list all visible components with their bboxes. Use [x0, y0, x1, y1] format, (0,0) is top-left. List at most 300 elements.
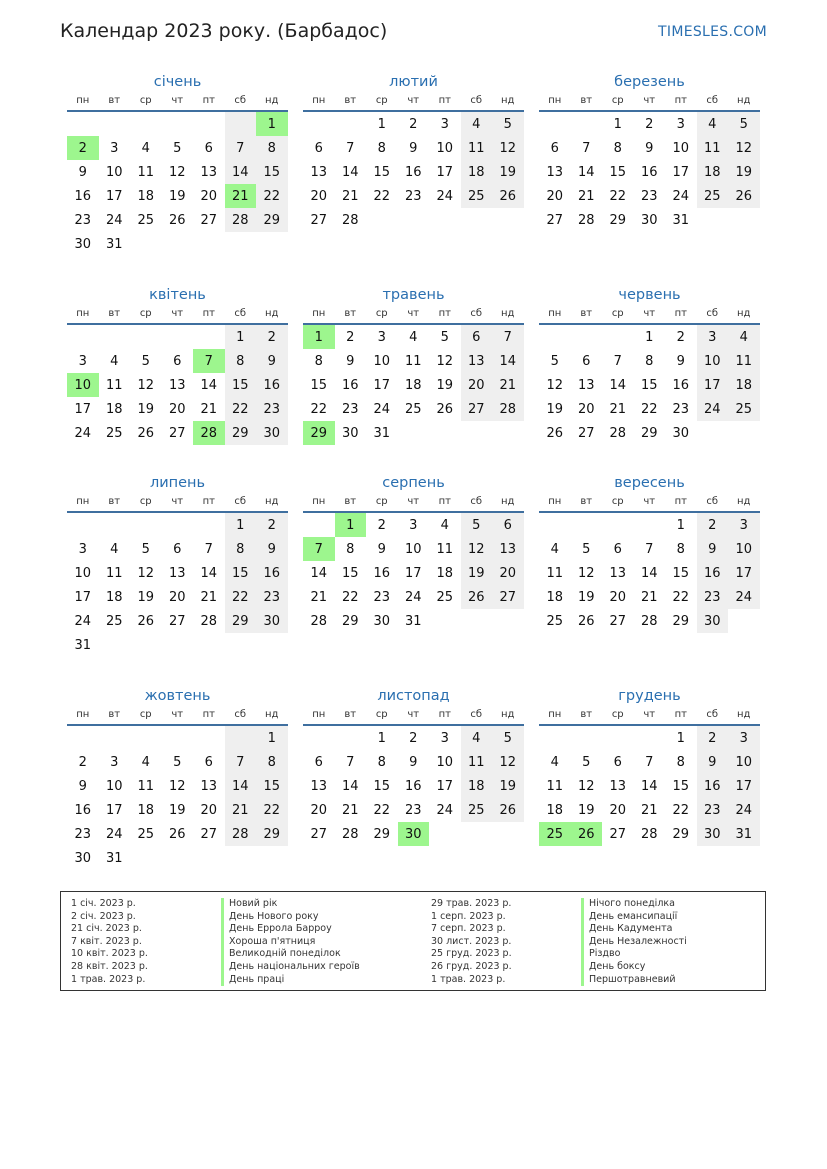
day-cell: 28 — [640, 613, 658, 629]
day-cell: 28 — [577, 212, 595, 228]
day-cell: 19 — [546, 401, 564, 417]
day-cell: 1 — [225, 513, 257, 537]
empty-cell — [162, 112, 194, 136]
weekday-label: ср — [375, 95, 388, 106]
weekday-label: вт — [108, 709, 121, 720]
day-cell: 27 — [546, 212, 564, 228]
weekday-label: вт — [580, 308, 593, 319]
day-cell: 14 — [609, 377, 627, 393]
month-name: липень — [149, 475, 206, 491]
day-cell: 11 — [137, 164, 155, 180]
weekday-label: пт — [202, 308, 215, 319]
weekday-label: ср — [611, 496, 624, 507]
month-10 — [67, 684, 288, 870]
day-cell: 14 — [640, 565, 658, 581]
day-cell: 27 — [492, 585, 524, 609]
day-cell: 20 — [168, 401, 186, 417]
day-cell: 21 — [640, 802, 658, 818]
day-cell: 30 — [74, 236, 92, 252]
weekday-label: нд — [265, 308, 279, 319]
day-cell: 5 — [440, 329, 449, 345]
weekday-label: ср — [375, 709, 388, 720]
day-cell: 6 — [613, 541, 622, 557]
day-cell: 18 — [728, 373, 760, 397]
day-cell: 11 — [137, 778, 155, 794]
day-cell: 8 — [676, 541, 685, 557]
day-cell: 24 — [728, 585, 760, 609]
day-cell: 6 — [550, 140, 559, 156]
day-grid — [67, 112, 288, 256]
day-cell: 3 — [110, 140, 119, 156]
day-cell: 16 — [373, 565, 391, 581]
empty-cell — [99, 513, 131, 537]
day-cell: 18 — [105, 589, 123, 605]
day-cell: 22 — [341, 589, 359, 605]
day-cell: 3 — [697, 325, 729, 349]
weekday-label: чт — [407, 496, 420, 507]
day-cell: 17 — [74, 401, 92, 417]
day-cell: 14 — [640, 778, 658, 794]
weekday-label: сб — [234, 95, 247, 106]
weekday-label: ср — [611, 95, 624, 106]
empty-cell — [303, 726, 335, 750]
holiday-day-cell: 7 — [303, 537, 335, 561]
day-cell: 30 — [672, 425, 690, 441]
day-cell: 29 — [672, 613, 690, 629]
day-cell: 4 — [550, 754, 559, 770]
day-cell: 23 — [256, 397, 288, 421]
day-grid — [539, 112, 760, 232]
legend-date: 1 трав. 2023 р. — [71, 973, 146, 985]
site-link[interactable]: TIMESLES.COM — [658, 24, 767, 40]
day-cell: 7 — [225, 750, 257, 774]
weekday-header — [303, 495, 524, 509]
weekday-header — [539, 708, 760, 722]
day-cell: 3 — [728, 513, 760, 537]
weekday-label: нд — [501, 95, 515, 106]
weekday-label: пн — [312, 308, 326, 319]
legend-holiday-name: День емансипації — [581, 911, 687, 924]
day-cell: 31 — [404, 613, 422, 629]
weekday-label: сб — [706, 709, 719, 720]
day-cell: 15 — [672, 565, 690, 581]
day-cell: 19 — [137, 401, 155, 417]
day-cell: 12 — [168, 778, 186, 794]
day-cell: 21 — [609, 401, 627, 417]
day-cell: 11 — [697, 136, 729, 160]
day-cell: 4 — [440, 517, 449, 533]
day-cell: 6 — [492, 513, 524, 537]
day-cell: 10 — [672, 140, 690, 156]
day-cell: 28 — [200, 613, 218, 629]
weekday-label: чт — [643, 496, 656, 507]
day-cell: 19 — [577, 589, 595, 605]
day-cell: 27 — [310, 212, 328, 228]
day-cell: 29 — [672, 826, 690, 842]
legend-date: 7 серп. 2023 р. — [431, 923, 506, 935]
day-cell: 3 — [110, 754, 119, 770]
day-cell: 7 — [645, 754, 654, 770]
month-8 — [303, 471, 524, 633]
day-cell: 10 — [436, 754, 454, 770]
weekday-label: пн — [76, 308, 90, 319]
day-cell: 13 — [200, 778, 218, 794]
weekday-label: нд — [737, 95, 751, 106]
day-cell: 12 — [461, 537, 493, 561]
day-cell: 13 — [461, 349, 493, 373]
legend-dates-right — [431, 898, 512, 986]
weekday-label: пн — [76, 709, 90, 720]
day-cell: 4 — [409, 329, 418, 345]
legend-date: 10 квіт. 2023 р. — [71, 948, 148, 960]
empty-cell — [303, 513, 335, 537]
day-cell: 14 — [310, 565, 328, 581]
holiday-day-cell: 10 — [67, 373, 99, 397]
day-cell: 15 — [256, 774, 288, 798]
empty-cell — [130, 112, 162, 136]
weekday-label: сб — [234, 709, 247, 720]
weekday-label: нд — [501, 709, 515, 720]
day-cell: 23 — [74, 212, 92, 228]
day-cell: 15 — [256, 160, 288, 184]
legend-date: 2 січ. 2023 р. — [71, 910, 136, 922]
day-cell: 3 — [440, 730, 449, 746]
month-2 — [303, 70, 524, 232]
day-cell: 31 — [105, 850, 123, 866]
empty-cell — [193, 513, 225, 537]
empty-cell — [571, 726, 603, 750]
day-cell: 2 — [645, 116, 654, 132]
weekday-header — [539, 495, 760, 509]
weekday-label: сб — [234, 496, 247, 507]
day-cell: 23 — [697, 585, 729, 609]
day-cell: 5 — [173, 140, 182, 156]
empty-cell — [571, 112, 603, 136]
day-cell: 8 — [314, 353, 323, 369]
day-cell: 8 — [377, 140, 386, 156]
day-cell: 30 — [341, 425, 359, 441]
month-name: квітень — [149, 287, 206, 303]
weekday-label: вт — [344, 496, 357, 507]
day-cell: 27 — [609, 613, 627, 629]
day-cell: 8 — [645, 353, 654, 369]
day-cell: 25 — [728, 397, 760, 421]
day-cell: 24 — [105, 212, 123, 228]
weekday-label: сб — [706, 496, 719, 507]
day-cell: 11 — [546, 778, 564, 794]
day-cell: 16 — [74, 188, 92, 204]
weekday-header — [303, 94, 524, 108]
legend-holiday-name: День Незалежності — [581, 936, 687, 949]
day-cell: 26 — [492, 798, 524, 822]
empty-cell — [602, 513, 634, 537]
holiday-day-cell: 1 — [303, 325, 335, 349]
day-cell: 11 — [105, 565, 123, 581]
weekday-label: ср — [611, 308, 624, 319]
day-cell: 19 — [461, 561, 493, 585]
weekday-label: пт — [674, 95, 687, 106]
day-cell: 10 — [728, 537, 760, 561]
day-cell: 7 — [645, 541, 654, 557]
empty-cell — [130, 325, 162, 349]
day-cell: 15 — [225, 561, 257, 585]
empty-cell — [99, 325, 131, 349]
empty-cell — [162, 513, 194, 537]
day-cell: 11 — [436, 541, 454, 557]
month-3 — [539, 70, 760, 232]
empty-cell — [99, 112, 131, 136]
day-cell: 18 — [546, 802, 564, 818]
weekday-label: пт — [674, 308, 687, 319]
weekday-label: вт — [344, 95, 357, 106]
day-grid — [67, 513, 288, 657]
day-cell: 25 — [546, 613, 564, 629]
weekday-label: сб — [470, 709, 483, 720]
legend-holiday-name: Першотравневий — [581, 974, 687, 987]
day-cell: 28 — [341, 212, 359, 228]
day-cell: 17 — [728, 561, 760, 585]
month-6 — [539, 283, 760, 445]
day-cell: 2 — [78, 754, 87, 770]
day-cell: 10 — [728, 750, 760, 774]
day-cell: 21 — [640, 589, 658, 605]
day-cell: 9 — [78, 778, 87, 794]
day-cell: 29 — [609, 212, 627, 228]
weekday-label: вт — [580, 496, 593, 507]
weekday-label: нд — [737, 496, 751, 507]
day-cell: 25 — [461, 798, 493, 822]
weekday-label: сб — [706, 308, 719, 319]
legend-date: 1 трав. 2023 р. — [431, 973, 506, 985]
day-cell: 29 — [225, 609, 257, 633]
day-cell: 31 — [728, 822, 760, 846]
day-cell: 5 — [173, 754, 182, 770]
day-cell: 23 — [341, 401, 359, 417]
month-name: вересень — [614, 475, 685, 491]
day-cell: 7 — [346, 754, 355, 770]
day-cell: 20 — [200, 188, 218, 204]
day-cell: 17 — [74, 589, 92, 605]
empty-cell — [303, 112, 335, 136]
day-cell: 2 — [346, 329, 355, 345]
day-cell: 6 — [582, 353, 591, 369]
weekday-header — [539, 307, 760, 321]
day-cell: 30 — [640, 212, 658, 228]
day-cell: 13 — [168, 565, 186, 581]
day-cell: 19 — [577, 802, 595, 818]
day-cell: 24 — [436, 802, 454, 818]
day-cell: 19 — [492, 160, 524, 184]
weekday-label: вт — [108, 496, 121, 507]
day-grid — [303, 513, 524, 633]
day-cell: 8 — [377, 754, 386, 770]
day-cell: 14 — [577, 164, 595, 180]
weekday-label: нд — [265, 95, 279, 106]
day-cell: 7 — [582, 140, 591, 156]
day-cell: 12 — [492, 136, 524, 160]
day-cell: 22 — [373, 802, 391, 818]
legend-date: 26 груд. 2023 р. — [431, 960, 512, 972]
day-cell: 12 — [728, 136, 760, 160]
weekday-label: ср — [139, 95, 152, 106]
day-cell: 24 — [74, 425, 92, 441]
page-title: Календар 2023 року. (Барбадос) — [60, 20, 388, 42]
weekday-label: сб — [470, 308, 483, 319]
day-cell: 29 — [256, 822, 288, 846]
day-cell: 10 — [105, 164, 123, 180]
weekday-label: пт — [202, 709, 215, 720]
day-cell: 13 — [200, 164, 218, 180]
day-cell: 29 — [341, 613, 359, 629]
weekday-label: ср — [375, 308, 388, 319]
day-cell: 7 — [613, 353, 622, 369]
day-cell: 29 — [225, 421, 257, 445]
day-cell: 14 — [225, 160, 257, 184]
day-cell: 9 — [256, 349, 288, 373]
day-cell: 8 — [225, 349, 257, 373]
day-cell: 28 — [310, 613, 328, 629]
day-cell: 4 — [550, 541, 559, 557]
day-cell: 24 — [672, 188, 690, 204]
weekday-label: чт — [643, 95, 656, 106]
day-cell: 18 — [461, 160, 493, 184]
month-name: травень — [382, 287, 445, 303]
weekday-label: пт — [674, 496, 687, 507]
day-cell: 17 — [728, 774, 760, 798]
day-cell: 8 — [256, 136, 288, 160]
day-cell: 17 — [436, 164, 454, 180]
day-cell: 5 — [141, 353, 150, 369]
weekday-header — [67, 495, 288, 509]
day-grid — [303, 112, 524, 232]
day-cell: 26 — [546, 425, 564, 441]
day-cell: 1 — [256, 726, 288, 750]
day-cell: 24 — [728, 798, 760, 822]
day-cell: 9 — [377, 541, 386, 557]
day-cell: 20 — [609, 589, 627, 605]
weekday-label: чт — [171, 496, 184, 507]
day-cell: 6 — [204, 754, 213, 770]
day-cell: 6 — [314, 140, 323, 156]
day-cell: 5 — [461, 513, 493, 537]
day-cell: 1 — [225, 325, 257, 349]
holiday-day-cell: 1 — [335, 513, 367, 537]
day-cell: 22 — [640, 401, 658, 417]
weekday-label: пт — [438, 308, 451, 319]
day-cell: 24 — [74, 613, 92, 629]
day-cell: 27 — [168, 425, 186, 441]
month-name: грудень — [618, 688, 681, 704]
weekday-label: нд — [501, 308, 515, 319]
day-cell: 10 — [74, 565, 92, 581]
day-cell: 20 — [546, 188, 564, 204]
day-cell: 10 — [404, 541, 422, 557]
weekday-label: чт — [407, 308, 420, 319]
day-cell: 2 — [409, 116, 418, 132]
day-cell: 1 — [377, 116, 386, 132]
weekday-label: ср — [139, 308, 152, 319]
empty-cell — [193, 112, 225, 136]
weekday-label: пт — [438, 95, 451, 106]
day-cell: 19 — [137, 589, 155, 605]
day-cell: 2 — [377, 517, 386, 533]
day-cell: 3 — [676, 116, 685, 132]
day-cell: 4 — [697, 112, 729, 136]
day-cell: 9 — [676, 353, 685, 369]
day-cell: 15 — [640, 377, 658, 393]
day-cell: 4 — [110, 541, 119, 557]
month-5 — [303, 283, 524, 445]
day-cell: 8 — [225, 537, 257, 561]
day-cell: 19 — [436, 377, 454, 393]
day-cell: 20 — [310, 188, 328, 204]
day-cell: 1 — [377, 730, 386, 746]
month-1 — [67, 70, 288, 256]
empty-cell — [67, 513, 99, 537]
day-cell: 31 — [74, 637, 92, 653]
day-cell: 22 — [609, 188, 627, 204]
day-cell: 13 — [609, 778, 627, 794]
day-cell: 9 — [697, 750, 729, 774]
day-cell: 12 — [492, 750, 524, 774]
day-cell: 25 — [461, 184, 493, 208]
day-cell: 22 — [310, 401, 328, 417]
month-7 — [67, 471, 288, 657]
day-cell: 23 — [640, 188, 658, 204]
day-cell: 5 — [728, 112, 760, 136]
empty-cell — [130, 726, 162, 750]
day-cell: 6 — [204, 140, 213, 156]
day-grid — [303, 325, 524, 445]
day-cell: 2 — [697, 726, 729, 750]
weekday-label: нд — [737, 308, 751, 319]
day-cell: 31 — [373, 425, 391, 441]
day-cell: 19 — [492, 774, 524, 798]
day-cell: 1 — [613, 116, 622, 132]
holiday-day-cell: 1 — [256, 112, 288, 136]
weekday-label: ср — [611, 709, 624, 720]
empty-cell — [67, 112, 99, 136]
day-cell: 14 — [225, 774, 257, 798]
day-cell: 11 — [461, 750, 493, 774]
month-name: лютий — [389, 74, 438, 90]
day-cell: 29 — [373, 826, 391, 842]
day-cell: 12 — [577, 778, 595, 794]
holiday-day-cell: 29 — [303, 421, 335, 445]
day-cell: 15 — [373, 778, 391, 794]
day-cell: 9 — [645, 140, 654, 156]
day-grid — [67, 726, 288, 870]
day-cell: 27 — [577, 425, 595, 441]
day-cell: 13 — [310, 778, 328, 794]
legend-date: 21 січ. 2023 р. — [71, 923, 142, 935]
day-cell: 2 — [256, 325, 288, 349]
day-cell: 7 — [225, 136, 257, 160]
day-cell: 5 — [550, 353, 559, 369]
day-cell: 30 — [74, 850, 92, 866]
day-cell: 25 — [436, 589, 454, 605]
day-cell: 26 — [137, 425, 155, 441]
day-cell: 26 — [168, 826, 186, 842]
day-grid — [539, 325, 760, 445]
day-cell: 13 — [577, 377, 595, 393]
legend-holiday-name: День національних героїв — [221, 961, 360, 974]
empty-cell — [335, 726, 367, 750]
empty-cell — [193, 726, 225, 750]
legend-date: 1 січ. 2023 р. — [71, 898, 136, 909]
day-cell: 26 — [461, 585, 493, 609]
day-cell: 5 — [141, 541, 150, 557]
